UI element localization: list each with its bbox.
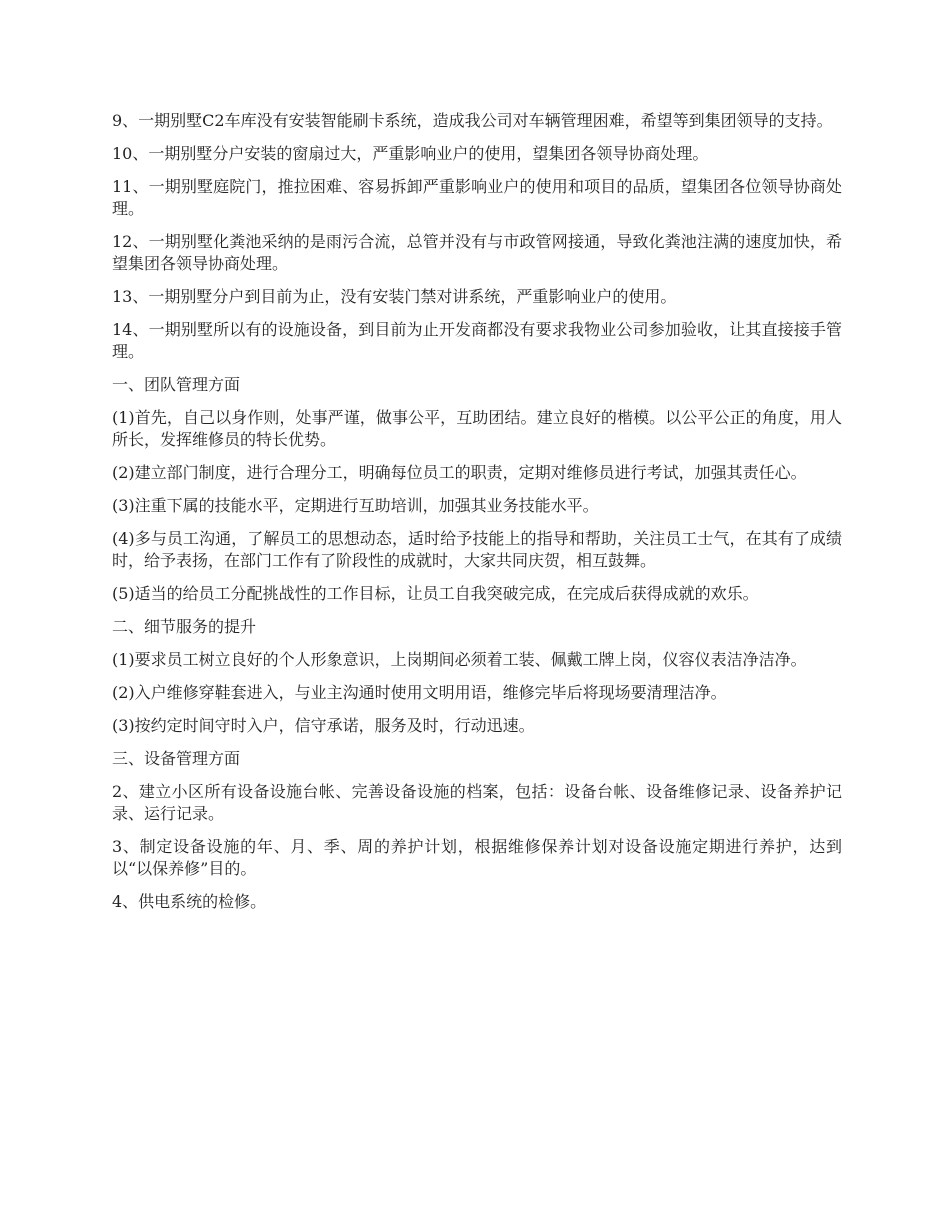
equipment-item-3: 3、制定设备设施的年、月、季、周的养护计划，根据维修保养计划对设备设施定期进行养护，达到以“以保养修”目的。 bbox=[112, 837, 842, 878]
service-item-1: (1)要求员工树立良好的个人形象意识，上岗期间必须着工装、佩戴工牌上岗，仪容仪表洁净洁净。 bbox=[112, 650, 807, 669]
paragraph-item-9: 9、一期别墅C2车库没有安装智能刷卡系统，造成我公司对车辆管理困难，希望等到集团领导的支持。 bbox=[112, 111, 833, 130]
document-page bbox=[112, 110, 842, 924]
team-item-4: (4)多与员工沟通，了解员工的思想动态，适时给予技能上的指导和帮助，关注员工士气，在其有了成绩时，给予表扬，在部门工作有了阶段性的成就时，大家共同庆贺，相互鼓舞。 bbox=[112, 529, 842, 570]
paragraph-item-11: 11、一期别墅庭院门，推拉困难、容易拆卸严重影响业户的使用和项目的品质，望集团各位领导协商处理。 bbox=[112, 177, 842, 218]
paragraph-item-10: 10、一期别墅分户安装的窗扇过大，严重影响业户的使用，望集团各领导协商处理。 bbox=[112, 144, 709, 163]
equipment-item-4: 4、供电系统的检修。 bbox=[112, 892, 267, 911]
paragraph-item-12: 12、一期别墅化粪池采纳的是雨污合流，总管并没有与市政管网接通，导致化粪池注满的速度加快，希望集团各领导协商处理。 bbox=[112, 232, 842, 273]
section-heading-equipment-management: 三、设备管理方面 bbox=[112, 749, 241, 768]
section-heading-service-details: 二、细节服务的提升 bbox=[112, 617, 257, 636]
paragraph-item-14: 14、一期别墅所以有的设施设备，到目前为止开发商都没有要求我物业公司参加验收，让其直接接手管理。 bbox=[112, 320, 842, 361]
team-item-1: (1)首先，自己以身作则，处事严谨，做事公平，互助团结。建立良好的楷模。以公平公正的角度，用人所长，发挥维修员的特长优势。 bbox=[112, 408, 842, 449]
service-item-3: (3)按约定时间守时入户，信守承诺，服务及时，行动迅速。 bbox=[112, 716, 535, 735]
section-heading-team-management: 一、团队管理方面 bbox=[112, 375, 241, 394]
team-item-3: (3)注重下属的技能水平，定期进行互助培训，加强其业务技能水平。 bbox=[112, 496, 599, 515]
team-item-2: (2)建立部门制度，进行合理分工，明确每位员工的职责，定期对维修员进行考试，加强其责任心。 bbox=[112, 463, 807, 482]
paragraph-item-13: 13、一期别墅分户到目前为止，没有安装门禁对讲系统，严重影响业户的使用。 bbox=[112, 287, 677, 306]
team-item-5: (5)适当的给员工分配挑战性的工作目标，让员工自我突破完成，在完成后获得成就的欢乐。 bbox=[112, 584, 759, 603]
service-item-2: (2)入户维修穿鞋套进入，与业主沟通时使用文明用语，维修完毕后将现场要清理洁净。 bbox=[112, 683, 727, 702]
equipment-item-2: 2、建立小区所有设备设施台帐、完善设备设施的档案，包括：设备台帐、设备维修记录、设备养护记录、运行记录。 bbox=[112, 782, 842, 823]
